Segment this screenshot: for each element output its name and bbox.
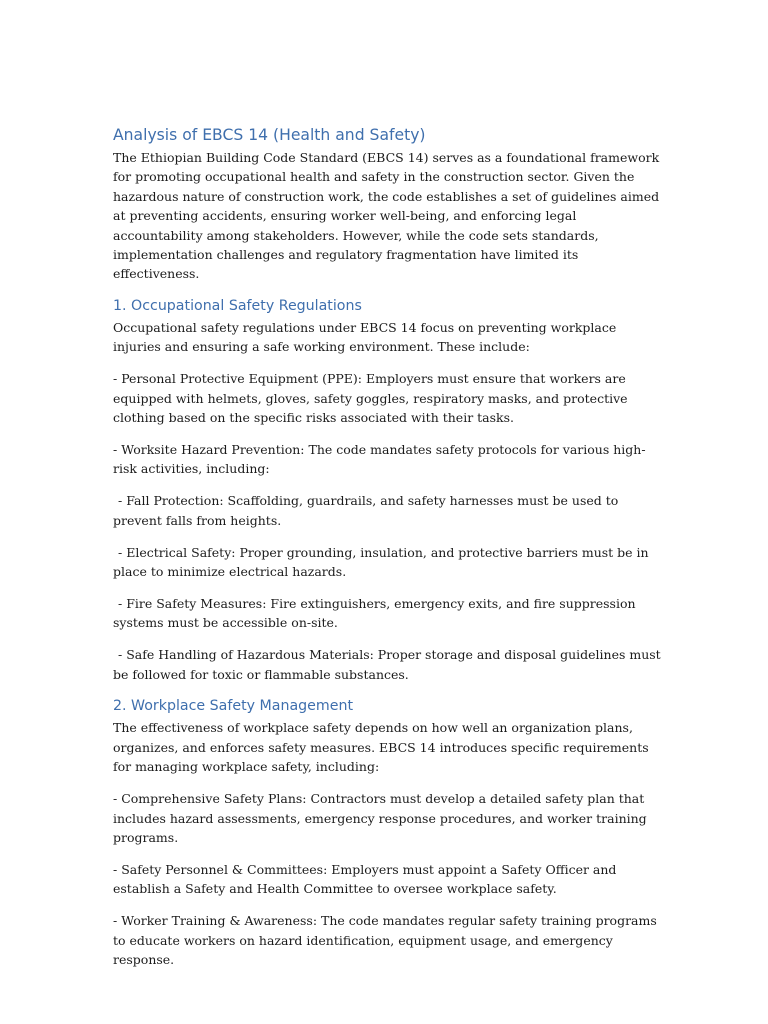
intro-paragraph: The Ethiopian Building Code Standard (EBCS 14) serves as a foundational framework for promoting occupational health and safety in the construction sector. Given the hazardous nature of construction work, the code establishes a set of guidelines aimed at preventing accidents, ensuring worker well-being, and enforcing legal accountability among stakeholders. However, while the code sets standards, implementation challenges and regulatory fragmentation have limited its effectiveness.	[113, 150, 660, 282]
document-title: Analysis of EBCS 14 (Health and Safety)	[113, 126, 426, 144]
document-body	[113, 124, 661, 982]
hazardous-materials-paragraph: - Safe Handling of Hazardous Materials: Proper storage and disposal guidelines must be followed for toxic or flammable substances.	[113, 647, 661, 682]
hazard-prevention-paragraph: - Worksite Hazard Prevention: The code mandates safety protocols for various high-risk activities, including:	[113, 441, 646, 477]
section-2-heading: 2. Workplace Safety Management	[113, 698, 354, 715]
ppe-paragraph: - Personal Protective Equipment (PPE): Employers must ensure that workers are equipped with helmets, gloves, safety goggles, respiratory masks, and protective clothing based on the specific risks associated with their tasks.	[113, 371, 628, 425]
electrical-safety-paragraph: - Electrical Safety: Proper grounding, insulation, and protective barriers must be in place to minimize electrical hazards.	[113, 544, 649, 579]
safety-plans-paragraph: - Comprehensive Safety Plans: Contractors must develop a detailed safety plan that includes hazard assessments, emergency response procedures, and worker training programs.	[113, 791, 647, 845]
section-2-intro: The effectiveness of workplace safety depends on how well an organization plans, organizes, and enforces safety measures. EBCS 14 introduces specific requirements for managing workplace safety, including:	[113, 720, 649, 775]
worker-training-paragraph: - Worker Training & Awareness: The code mandates regular safety training programs to educate workers on hazard identification, equipment usage, and emergency response.	[113, 913, 657, 967]
section-1-heading: 1. Occupational Safety Regulations	[113, 297, 362, 314]
fall-protection-paragraph: - Fall Protection: Scaffolding, guardrails, and safety harnesses must be used to prevent falls from heights.	[113, 493, 619, 528]
safety-personnel-paragraph: - Safety Personnel & Committees: Employers must appoint a Safety Officer and establish a Safety and Health Committee to oversee workplace safety.	[113, 861, 617, 897]
section-1-intro: Occupational safety regulations under EBCS 14 focus on preventing workplace injuries and ensuring a safe working environment. These include:	[113, 319, 617, 355]
fire-safety-paragraph: - Fire Safety Measures: Fire extinguishers, emergency exits, and fire suppression systems must be accessible on-site.	[113, 595, 636, 631]
